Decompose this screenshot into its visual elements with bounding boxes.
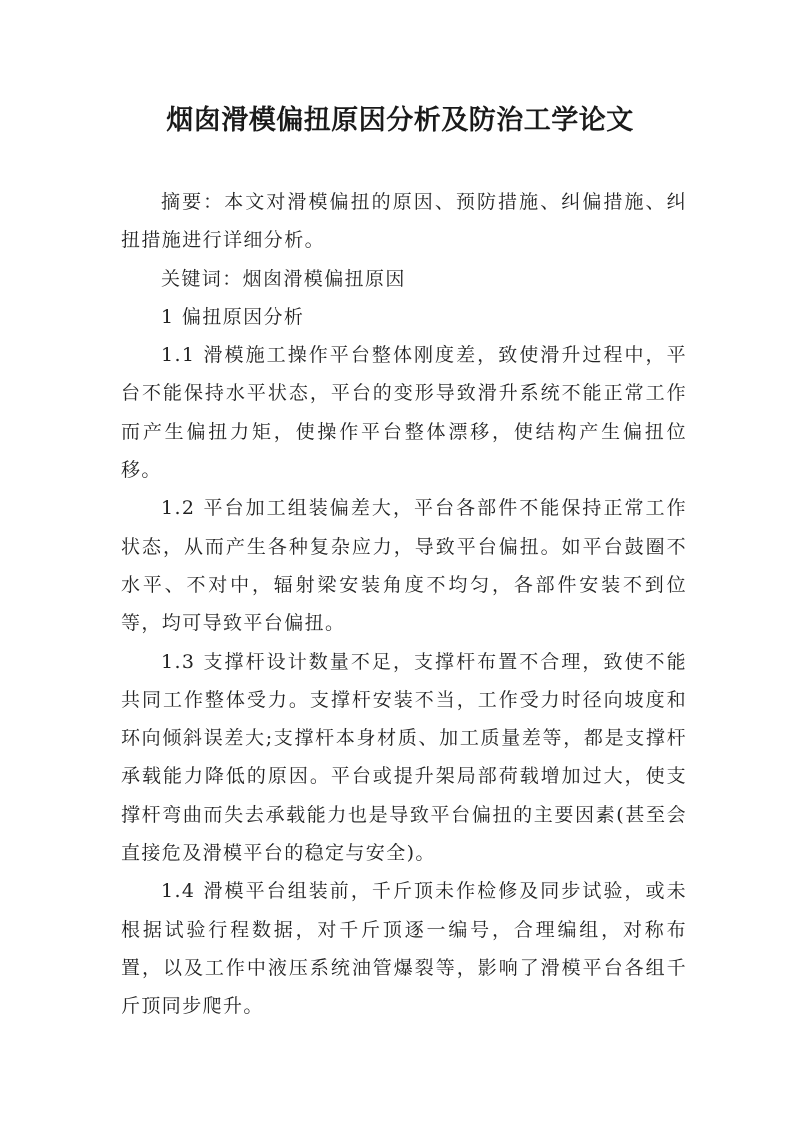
- body-paragraph: 1.3 支撑杆设计数量不足，支撑杆布置不合理，致使不能共同工作整体受力。支撑杆安装不当，工作受力时径向坡度和环向倾斜误差大;支撑杆本身材质、加工质量差等，都是支撑杆承载能力降低的原因。平台或提升架局部荷载增加过大，使支撑杆弯曲而失去承载能力也是导致平台偏扭的主要因素(甚至会直接危及滑模平台的稳定与安全)。: [121, 650, 687, 865]
- keywords-paragraph: 关键词：烟囱滑模偏扭原因: [161, 267, 406, 290]
- document-title: 烟囱滑模偏扭原因分析及防治工学论文: [166, 105, 634, 136]
- body-paragraph: 1.2 平台加工组装偏差大，平台各部件不能保持正常工作状态，从而产生各种复杂应力，导致平台偏扭。如平台鼓圈不水平、不对中，辐射梁安装角度不均匀，各部件安装不到位等，均可导致平台偏扭。: [121, 497, 687, 635]
- body-paragraph: 1.4 滑模平台组装前，千斤顶未作检修及同步试验，或未根据试验行程数据，对千斤顶逐一编号，合理编组，对称布置，以及工作中液压系统油管爆裂等，影响了滑模平台各组千斤顶同步爬升。: [121, 880, 687, 1018]
- abstract-paragraph: 摘要：本文对滑模偏扭的原因、预防措施、纠偏措施、纠扭措施进行详细分析。: [121, 191, 687, 252]
- body-paragraph: 1.1 滑模施工操作平台整体刚度差，致使滑升过程中，平台不能保持水平状态，平台的变形导致滑升系统不能正常工作而产生偏扭力矩，使操作平台整体漂移，使结构产生偏扭位移。: [121, 344, 687, 482]
- section-heading: 1 偏扭原因分析: [161, 305, 305, 328]
- document-body: [121, 183, 687, 1026]
